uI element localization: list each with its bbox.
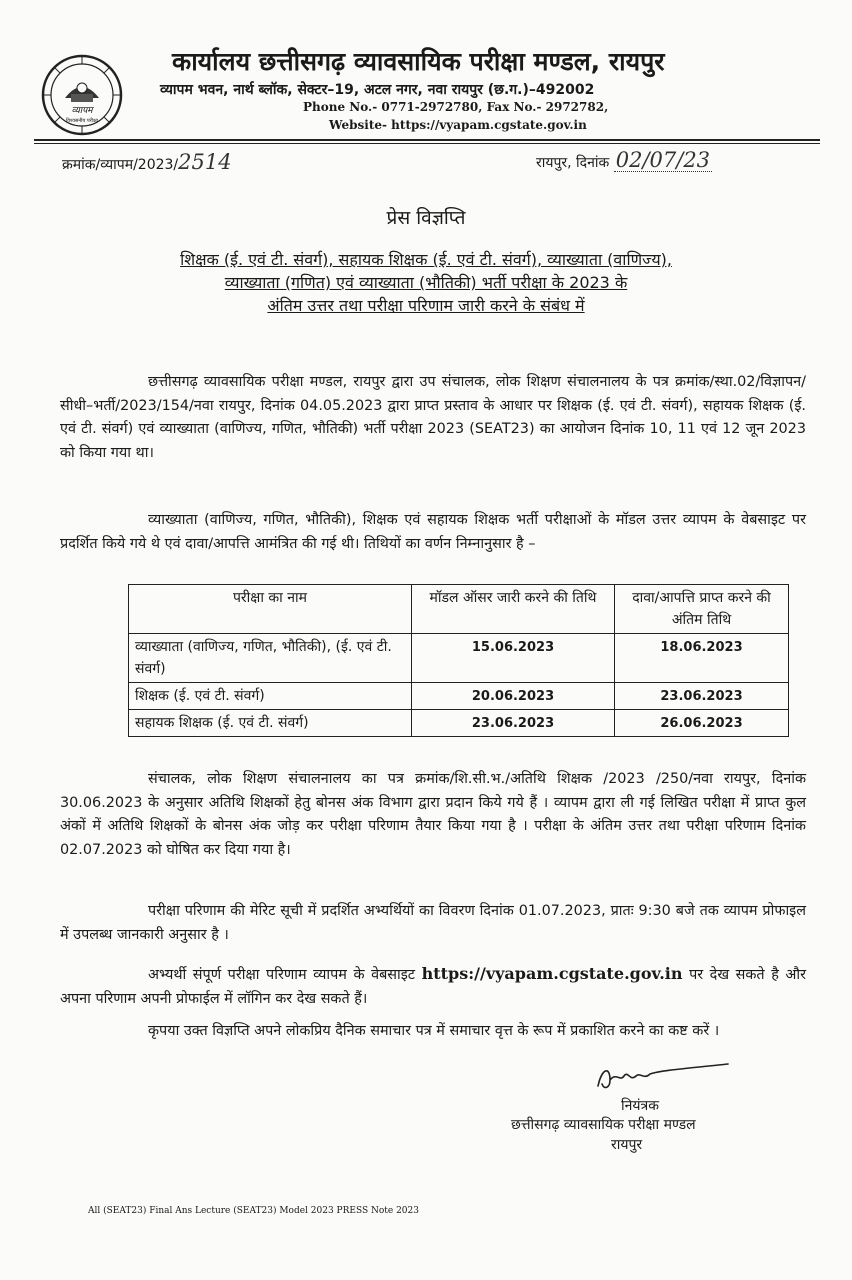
table-cell-exam-name: सहायक शिक्षक (ई. एवं टी. संवर्ग) <box>129 710 412 737</box>
table-row <box>129 634 789 683</box>
office-title: कार्यालय छत्तीसगढ़ व्यावसायिक परीक्षा मण्डल, रायपुर <box>172 47 665 76</box>
reference-number <box>62 150 232 174</box>
signatory-organization: छत्तीसगढ़ व्यावसायिक परीक्षा मण्डल <box>511 1117 696 1133</box>
controller-signature <box>592 1058 732 1098</box>
table-cell-release-date: 20.06.2023 <box>412 683 615 710</box>
subject-line-2: व्याख्याता (गणित) एवं व्याख्याता (भौतिकी) भर्ती परीक्षा के 2023 के <box>224 273 628 292</box>
office-address: व्यापम भवन, नार्थ ब्लॉक, सेक्टर–19, अटल नगर, नवा रायपुर (छ.ग.)–492002 <box>160 82 595 98</box>
signatory-designation: नियंत्रक <box>621 1098 659 1114</box>
logo-text: व्यापम <box>71 106 93 116</box>
website-url: https://vyapam.cgstate.gov.in <box>421 964 683 983</box>
table-cell-release-date: 15.06.2023 <box>412 634 615 683</box>
table-cell-last-date: 18.06.2023 <box>615 634 789 683</box>
table-header-last-date: दावा/आपत्ति प्राप्त करने की अंतिम तिथि <box>615 585 789 634</box>
date-prefix: रायपुर, दिनांक <box>536 155 610 171</box>
paragraph-5-text-a: अभ्यर्थी संपूर्ण परीक्षा परिणाम व्यापम के वेबसाइट <box>148 967 422 983</box>
paragraph-2: व्याख्याता (वाणिज्य, गणित, भौतिकी), शिक्षक एवं सहायक शिक्षक भर्ती परीक्षाओं के मॉडल उत्तर व्यापम के वेबसाइट पर प्रदर्शित किये गये थे एवं दावा/आपत्ति आमंत्रित की गई थी। तिथियों का वर्णन निम्नानुसार है – <box>60 512 806 552</box>
dates-table <box>128 584 789 737</box>
table-header-row <box>129 585 789 634</box>
paragraph-6: कृपया उक्त विज्ञप्ति अपने लोकप्रिय दैनिक समाचार पत्र में समाचार वृत्त के रूप में प्रकाशित करने का कष्ट करें । <box>148 1023 720 1039</box>
table-cell-exam-name: व्याख्याता (वाणिज्य, गणित, भौतिकी), (ई. एवं टी. संवर्ग) <box>129 634 412 683</box>
footer-file-reference: All (SEAT23) Final Ans Lecture (SEAT23) Model 2023 PRESS Note 2023 <box>88 1206 419 1216</box>
subject-line-3: अंतिम उत्तर तथा परीक्षा परिणाम जारी करने के संबंध में <box>267 296 585 315</box>
paragraph-5 <box>60 962 806 1011</box>
organization-seal-logo <box>41 54 123 136</box>
paragraph-1: छत्तीसगढ़ व्यावसायिक परीक्षा मण्डल, रायपुर द्वारा उप संचालक, लोक शिक्षण संचालनालय के पत्र क्रमांक/स्था.02/विज्ञापन/ सीधी–भर्ती/2023/154/नवा रायपुर, दिनांक 04.05.2023 द्वारा प्राप्त प्रस्ताव के आधार पर शिक्षक (ई. एवं टी. संवर्ग), सहायक शिक्षक (ई. एवं टी. संवर्ग) एवं व्याख्याता (वाणिज्य, गणित, भौतिकी) भर्ती परीक्षा 2023 (SEAT23) का आयोजन दिनांक 10, 11 एवं 12 जून 2023 को किया गया था। <box>60 374 806 461</box>
reference-prefix: क्रमांक/व्यापम/2023/ <box>62 157 179 173</box>
table-header-release-date: मॉडल ऑसर जारी करने की तिथि <box>412 585 615 634</box>
date-handwritten: 02/07/23 <box>615 148 711 172</box>
table-row <box>129 710 789 737</box>
paragraph-3: संचालक, लोक शिक्षण संचालनालय का पत्र क्रमांक/शि.सी.भ./अतिथि शिक्षक /2023 /250/नवा रायपुर, दिनांक 30.06.2023 के अनुसार अतिथि शिक्षकों हेतु बोनस अंक विभाग द्वारा प्रदान किये गये हैं । व्यापम द्वारा ली गई लिखित परीक्षा में प्राप्त कुल अंकों में अतिथि शिक्षकों के बोनस अंक जोड़ कर परीक्षा परिणाम तैयार किया गया है । परीक्षा के अंतिम उत्तर तथा परीक्षा परिणाम दिनांक 02.07.2023 को घोषित कर दिया गया है। <box>60 771 806 858</box>
paragraph-4: परीक्षा परिणाम की मेरिट सूची में प्रदर्शित अभ्यर्थियों का विवरण दिनांक 01.07.2023, प्रातः 9:30 बजे तक व्यापम प्रोफाइल में उपलब्ध जानकारी अनुसार है । <box>60 903 806 943</box>
paragraph-5-text-b: पर देख सकते है और अपना परिणाम अपनी प्रोफाईल में लॉगिन कर देख सकते हैं। <box>60 967 806 1007</box>
reference-handwritten-number: 2514 <box>178 150 232 174</box>
subject-block <box>100 248 752 317</box>
table-cell-exam-name: शिक्षक (ई. एवं टी. संवर्ग) <box>129 683 412 710</box>
subject-line-1: शिक्षक (ई. एवं टी. संवर्ग), सहायक शिक्षक (ई. एवं टी. संवर्ग), व्याख्याता (वाणिज्य), <box>180 250 672 269</box>
table-header-exam-name: परीक्षा का नाम <box>129 585 412 634</box>
header-divider-thick <box>34 139 820 141</box>
table-cell-last-date: 26.06.2023 <box>615 710 789 737</box>
table-row <box>129 683 789 710</box>
issue-date <box>536 148 712 172</box>
logo-motto: विश्वसनीय परीक्षा <box>66 118 98 124</box>
press-release-title: प्रेस विज्ञप्ति <box>386 207 466 229</box>
table-cell-release-date: 23.06.2023 <box>412 710 615 737</box>
office-phone: Phone No.- 0771-2972780, Fax No.- 2972782, <box>303 100 609 114</box>
header-divider-thin <box>34 143 820 144</box>
signatory-city: रायपुर <box>611 1137 643 1153</box>
table-cell-last-date: 23.06.2023 <box>615 683 789 710</box>
office-website: Website- https://vyapam.cgstate.gov.in <box>329 118 587 132</box>
